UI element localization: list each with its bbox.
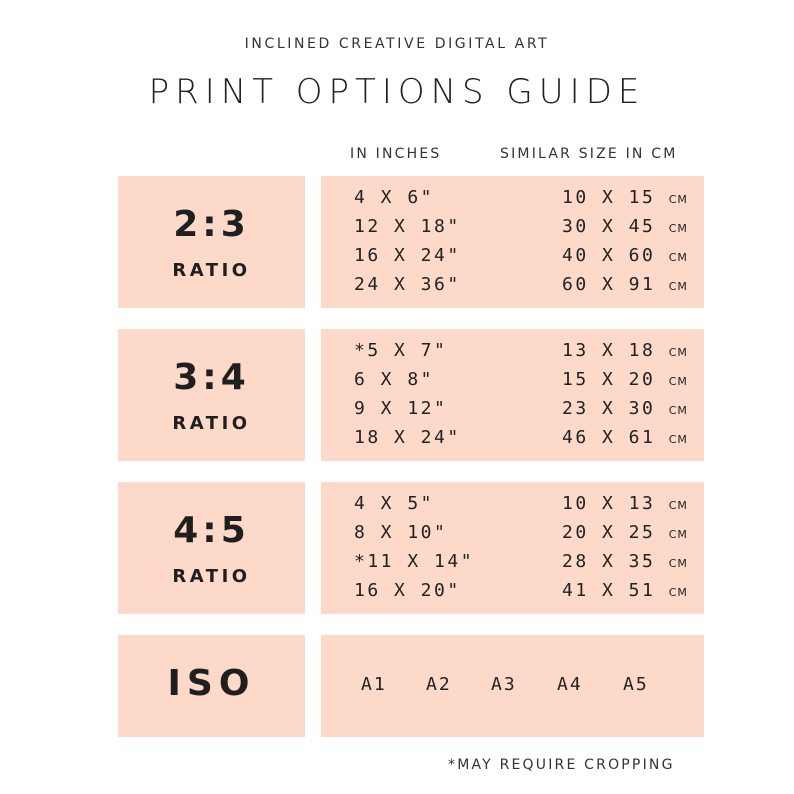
cm-unit: CM (668, 346, 688, 359)
cm-size (562, 369, 704, 390)
cm-size-value: 60 X 91 (562, 274, 656, 295)
inch-size: 6 X 8" (354, 369, 435, 390)
cm-size (562, 216, 704, 237)
cm-unit: CM (668, 499, 688, 512)
ratio-label-box-4-5 (118, 482, 305, 614)
ratio-word: RATIO (172, 260, 251, 281)
cm-unit: CM (668, 528, 688, 541)
ratio-label-box-3-4 (118, 329, 305, 461)
column-header-cm: SIMILAR SIZE IN CM (500, 146, 678, 162)
cm-size (562, 398, 704, 419)
cm-unit: CM (668, 433, 688, 446)
iso-label: ISO (167, 663, 256, 704)
cm-size (562, 187, 704, 208)
cm-size-value: 13 X 18 (562, 340, 656, 361)
ratio-word: RATIO (172, 566, 251, 587)
ratio-value: 4:5 (173, 510, 250, 551)
cm-size (562, 274, 704, 295)
cm-size-value: 10 X 13 (562, 493, 656, 514)
inch-size: 9 X 12" (354, 398, 448, 419)
cm-unit: CM (668, 586, 688, 599)
cm-size (562, 493, 704, 514)
inch-size: *11 X 14" (354, 551, 475, 572)
cm-unit: CM (668, 375, 688, 388)
cm-size (562, 522, 704, 543)
inch-size: 4 X 5" (354, 493, 435, 514)
cm-unit: CM (668, 280, 688, 293)
cm-size-value: 10 X 15 (562, 187, 656, 208)
cm-unit: CM (668, 251, 688, 264)
iso-size: A1 (361, 674, 387, 695)
brand-name: INCLINED CREATIVE DIGITAL ART (244, 36, 550, 52)
iso-size: A3 (491, 674, 517, 695)
ratio-word: RATIO (172, 413, 251, 434)
inch-size: *5 X 7" (354, 340, 448, 361)
ratio-label-box-2-3 (118, 176, 305, 308)
cm-size-value: 41 X 51 (562, 580, 656, 601)
page-title: PRINT OPTIONS GUIDE (148, 72, 646, 112)
inch-size: 8 X 10" (354, 522, 448, 543)
cm-unit: CM (668, 557, 688, 570)
cm-size (562, 340, 704, 361)
cm-size (562, 580, 704, 601)
iso-size: A5 (623, 674, 649, 695)
footnote: *MAY REQUIRE CROPPING (448, 757, 675, 773)
cm-size-value: 28 X 35 (562, 551, 656, 572)
iso-size: A4 (557, 674, 583, 695)
inch-size: 4 X 6" (354, 187, 435, 208)
inch-size: 18 X 24" (354, 427, 461, 448)
cm-size (562, 551, 704, 572)
ratio-value: 2:3 (173, 204, 250, 245)
cm-size-value: 23 X 30 (562, 398, 656, 419)
cm-size-value: 30 X 45 (562, 216, 656, 237)
inch-size: 16 X 20" (354, 580, 461, 601)
iso-sizes-box (321, 635, 704, 737)
iso-size: A2 (426, 674, 452, 695)
cm-size-value: 20 X 25 (562, 522, 656, 543)
cm-size (562, 427, 704, 448)
inch-size: 16 X 24" (354, 245, 461, 266)
inch-size: 12 X 18" (354, 216, 461, 237)
cm-unit: CM (668, 222, 688, 235)
iso-label-box (118, 635, 305, 737)
column-header-inches: IN INCHES (350, 146, 442, 162)
cm-size (562, 245, 704, 266)
cm-size-value: 46 X 61 (562, 427, 656, 448)
inch-size: 24 X 36" (354, 274, 461, 295)
cm-size-value: 40 X 60 (562, 245, 656, 266)
ratio-value: 3:4 (173, 357, 250, 398)
cm-unit: CM (668, 404, 688, 417)
cm-unit: CM (668, 193, 688, 206)
cm-size-value: 15 X 20 (562, 369, 656, 390)
